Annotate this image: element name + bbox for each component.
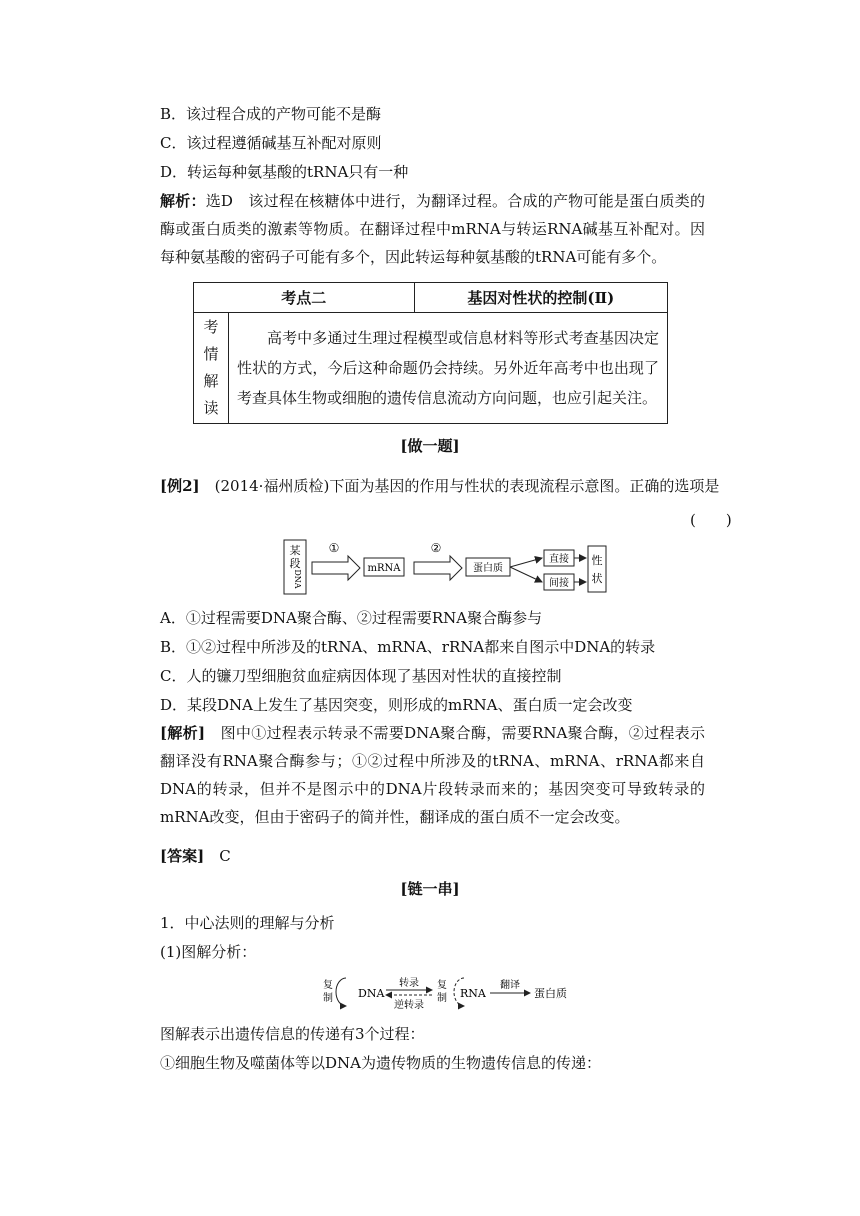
dna-box-char: 段 <box>289 557 301 570</box>
transcription-label: 转录 <box>399 978 419 989</box>
table-header-left: 考点二 <box>194 283 415 313</box>
answer-label: [答案] <box>160 847 205 865</box>
side-char: 考 <box>203 318 219 336</box>
gene-trait-diagram <box>280 538 620 598</box>
arrow-step2 <box>414 556 462 580</box>
central-dogma-diagram <box>320 966 580 1014</box>
trait-box <box>588 546 606 592</box>
option-b: B．①②过程中所涉及的tRNA、mRNA、rRNA都来自图示中DNA的转录 <box>160 638 656 656</box>
point-heading-1: 1．中心法则的理解与分析 <box>160 914 335 932</box>
side-char: 情 <box>203 345 219 363</box>
example-text: 下面为基因的作用与性状的表现流程示意图。正确的选项是 <box>329 477 720 495</box>
protein-label-2: 蛋白质 <box>534 987 567 1000</box>
step2-label: ② <box>430 541 442 555</box>
arrow-indirect <box>510 567 542 582</box>
answer-parentheses: ( ) <box>690 511 732 529</box>
analysis-paragraph-1 <box>160 187 705 271</box>
arrow-direct <box>510 558 542 567</box>
option-b-top: B．该过程合成的产物可能不是酶 <box>160 105 382 123</box>
example-source: (2014·福州质检) <box>214 477 330 495</box>
replicate-char: 制 <box>323 993 333 1004</box>
translation-label: 翻译 <box>500 980 520 991</box>
section-heading-chain: [链一串] <box>400 880 460 898</box>
table-header-right: 基因对性状的控制(Ⅱ) <box>414 283 667 313</box>
summary-line: 图解表示出遗传信息的传递有3个过程： <box>160 1025 425 1043</box>
trait-char: 状 <box>591 572 603 585</box>
dna-label: DNA <box>358 987 385 1000</box>
analysis-text: 选D 该过程在核糖体中进行，为翻译过程。合成的产物可能是蛋白质类的酶或蛋白质类的激素等物质。在翻译过程中mRNA与转运RNA碱基互补配对。因每种氨基酸的密码子可能有多个，因此转运每种氨基酸的tRNA可能有多个。 <box>160 192 705 266</box>
section-heading-do-question: [做一题] <box>400 437 460 455</box>
exam-point-table <box>193 282 668 424</box>
item-1: ①细胞生物及噬菌体等以DNA为遗传物质的生物遗传信息的传递： <box>160 1054 601 1072</box>
protein-label: 蛋白质 <box>473 563 503 574</box>
option-c: C．人的镰刀型细胞贫血症病因体现了基因对性状的直接控制 <box>160 667 562 685</box>
indirect-label: 间接 <box>549 578 569 589</box>
option-a: A．①过程需要DNA聚合酶、②过程需要RNA聚合酶参与 <box>160 609 543 627</box>
sub-heading-1: (1)图解分析： <box>160 943 257 961</box>
step1-label: ① <box>328 541 340 555</box>
side-char: 解 <box>203 372 219 390</box>
table-side-label <box>194 313 229 424</box>
option-d: D．某段DNA上发生了基因突变，则形成的mRNA、蛋白质一定会改变 <box>160 696 633 714</box>
rna-label: RNA <box>460 987 486 1000</box>
answer-value: C <box>219 847 231 865</box>
replicate-char: 复 <box>437 980 447 991</box>
reverse-transcription-label: 逆转录 <box>394 1000 424 1011</box>
example-question <box>160 476 719 496</box>
analysis2-text: 图中①过程表示转录不需要DNA聚合酶，需要RNA聚合酶，②过程表示翻译没有RNA聚合酶参与；①②过程中所涉及的tRNA、mRNA、rRNA都来自DNA的转录，但并不是图示中的DNA片段转录而来的；基因突变可导致转录的mRNA改变，但由于密码子的简并性，翻译成的蛋白质不一定会改变。 <box>160 724 705 826</box>
analysis-paragraph-2 <box>160 719 705 831</box>
side-char: 读 <box>203 399 219 417</box>
replicate-char: 制 <box>437 993 447 1004</box>
trait-char: 性 <box>591 554 603 567</box>
dna-box-char: DNA <box>293 569 302 589</box>
table-body-text: 高考中多通过生理过程模型或信息材料等形式考查基因决定性状的方式，今后这种命题仍会持续。另外近年高考中也出现了考查具体生物或细胞的遗传信息流动方向问题，也应引起关注。 <box>229 313 668 424</box>
dna-replication-arrow <box>336 978 346 1006</box>
option-c-top: C．该过程遵循碱基互补配对原则 <box>160 134 382 152</box>
analysis-label: 解析： <box>160 192 206 210</box>
answer-line <box>160 846 231 866</box>
dna-box-char: 某 <box>289 544 301 557</box>
analysis2-label: [解析] <box>160 724 206 742</box>
direct-label: 直接 <box>549 554 569 565</box>
example-label: [例2] <box>160 477 200 495</box>
replicate-char: 复 <box>323 980 333 991</box>
option-d-top: D．转运每种氨基酸的tRNA只有一种 <box>160 163 409 181</box>
arrow-step1 <box>312 556 360 580</box>
mrna-label: mRNA <box>367 563 401 574</box>
